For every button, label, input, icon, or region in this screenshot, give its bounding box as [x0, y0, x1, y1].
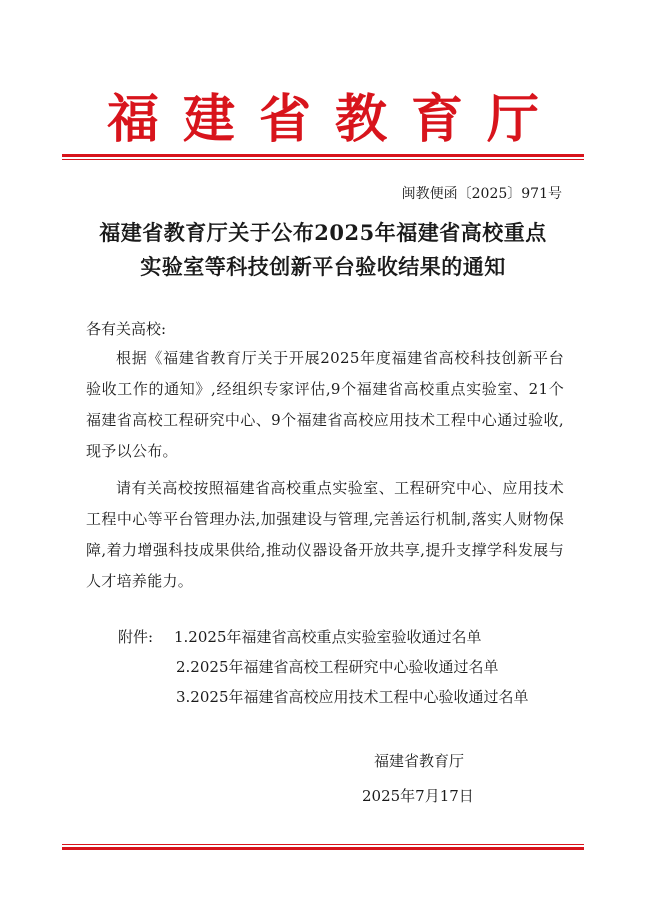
attachment-item-text: 1.2025年福建省高校重点实验室验收通过名单: [174, 628, 482, 646]
attachment-item-text: 2.2025年福建省高校工程研究中心验收通过名单: [176, 658, 499, 676]
footer-rule-thick: [62, 847, 584, 850]
attachment-item-2: [118, 652, 568, 682]
masthead-rule-thin: [62, 159, 584, 160]
issue-date: 2025年7月17日: [362, 787, 474, 805]
attachment-item-3: [118, 682, 568, 712]
document-title: [70, 216, 576, 284]
attachments-label: 附件:: [118, 628, 154, 646]
salutation: 各有关高校:: [86, 320, 167, 338]
masthead-rule-thick: [62, 154, 584, 157]
document-number: 闽教便函〔2025〕971号: [401, 186, 562, 202]
document-title-line-1: 福建省教育厅关于公布2025年福建省高校重点: [99, 220, 547, 245]
footer-rule-thin: [62, 844, 584, 845]
attachment-item-text: 3.2025年福建省高校应用技术工程中心验收通过名单: [176, 688, 529, 706]
body-paragraph-2: 请有关高校按照福建省高校重点实验室、工程研究中心、应用技术工程中心等平台管理办法,加强建设与管理,完善运行机制,落实人财物保障,着力增强科技成果供给,推动仪器设备开放共享,提升支撑学科发展与人才培养能力。: [86, 479, 564, 590]
issuer-signature: 福建省教育厅: [374, 752, 465, 770]
body-paragraph-1: 根据《福建省教育厅关于开展2025年度福建省高校科技创新平台验收工作的通知》,经组织专家评估,9个福建省高校重点实验室、21个福建省高校工程研究中心、9个福建省高校应用技术工程中心通过验收,现予以公布。: [86, 349, 564, 460]
document-title-line-2: 实验室等科技创新平台验收结果的通知: [140, 254, 506, 279]
attachment-item-1: [118, 622, 568, 652]
attachments-list: [118, 622, 568, 712]
masthead-title: 福建省教育厅: [106, 89, 563, 150]
